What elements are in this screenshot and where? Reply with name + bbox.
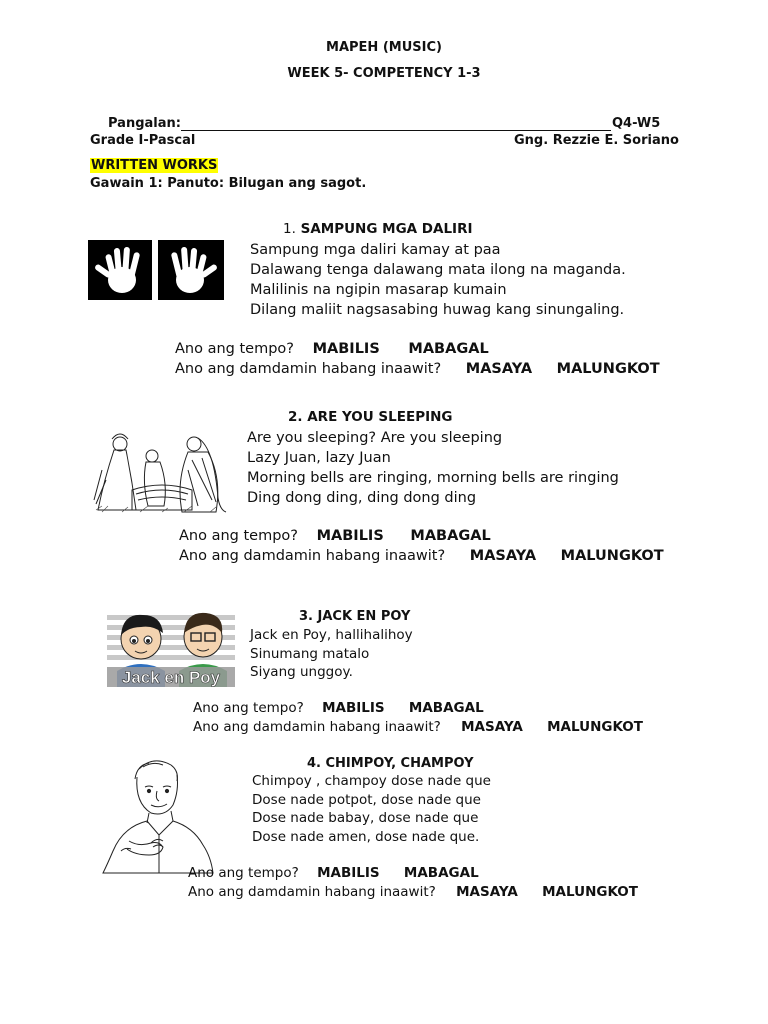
song-3-number: 3. bbox=[299, 609, 313, 624]
mood-option-masaya[interactable]: MASAYA bbox=[461, 719, 523, 735]
tempo-option-mabagal[interactable]: MABAGAL bbox=[410, 528, 491, 544]
quarter-week-code: Q4-W5 bbox=[612, 116, 661, 131]
lyric-line: Dalawang tenga dalawang mata ilong na maganda. bbox=[250, 262, 626, 278]
mood-question-text: Ano ang damdamin habang inaawit? bbox=[179, 548, 446, 564]
mood-option-malungkot[interactable]: MALUNGKOT bbox=[547, 719, 643, 735]
lyric-line: Dose nade amen, dose nade que. bbox=[252, 828, 480, 845]
teacher-name: Gng. Rezzie E. Soriano bbox=[514, 133, 679, 148]
tempo-option-mabilis[interactable]: MABILIS bbox=[317, 865, 380, 881]
song-4-tempo-question bbox=[188, 865, 479, 881]
song-1-mood-question bbox=[175, 361, 660, 377]
song-2-mood-question bbox=[179, 548, 664, 564]
song-4-mood-question bbox=[188, 884, 638, 900]
lyric-line: Are you sleeping? Are you sleeping bbox=[247, 430, 503, 446]
tempo-option-mabilis[interactable]: MABILIS bbox=[316, 528, 384, 544]
tempo-option-mabilis[interactable]: MABILIS bbox=[322, 700, 385, 716]
lyric-line: Dose nade babay, dose nade que bbox=[252, 810, 479, 826]
song-3-title-text: JACK EN POY bbox=[317, 609, 411, 624]
mood-option-malungkot[interactable]: MALUNGKOT bbox=[556, 361, 660, 377]
lyric-line: Ding dong ding, ding dong ding bbox=[247, 490, 477, 506]
tempo-option-mabagal[interactable]: MABAGAL bbox=[403, 865, 479, 881]
lyric-line: Malilinis na ngipin masarap kumain bbox=[250, 282, 507, 298]
tempo-question-text: Ano ang tempo? bbox=[188, 865, 299, 881]
lyric-line: Morning bells are ringing, morning bells are ringing bbox=[247, 470, 619, 486]
song-2-title-text: ARE YOU SLEEPING bbox=[307, 409, 453, 425]
song-4-number: 4. bbox=[307, 756, 321, 771]
lyric-line: Siyang unggoy. bbox=[250, 664, 353, 680]
jack-en-poy-image bbox=[107, 609, 235, 687]
singing-man-illustration bbox=[101, 757, 217, 875]
song-1-lyrics bbox=[250, 240, 626, 320]
song-2-tempo-question bbox=[179, 528, 491, 544]
tempo-option-mabagal[interactable]: MABAGAL bbox=[408, 341, 489, 357]
mood-question-text: Ano ang damdamin habang inaawit? bbox=[193, 719, 441, 735]
lyric-line: Lazy Juan, lazy Juan bbox=[247, 450, 391, 466]
song-4-lyrics bbox=[252, 772, 491, 846]
lyric-line: Dose nade potpot, dose nade que bbox=[252, 791, 481, 808]
song-4-title-text: CHIMPOY, CHAMPOY bbox=[325, 756, 474, 771]
lyric-line: Sinumang matalo bbox=[250, 645, 370, 662]
song-1-title bbox=[283, 221, 473, 237]
mood-question-text: Ano ang damdamin habang inaawit? bbox=[175, 361, 442, 377]
song-1-tempo-question bbox=[175, 341, 489, 357]
mood-option-malungkot[interactable]: MALUNGKOT bbox=[542, 884, 638, 900]
name-label: Pangalan: bbox=[108, 116, 181, 131]
song-3-title bbox=[299, 609, 410, 624]
song-1-number: 1. bbox=[283, 221, 296, 237]
tempo-question-text: Ano ang tempo? bbox=[179, 528, 298, 544]
tempo-option-mabagal[interactable]: MABAGAL bbox=[408, 700, 484, 716]
mood-option-masaya[interactable]: MASAYA bbox=[456, 884, 518, 900]
lyric-line: Dilang maliit nagsasabing huwag kang sinungaling. bbox=[250, 302, 625, 318]
song-1-title-text: SAMPUNG MGA DALIRI bbox=[300, 221, 473, 237]
song-3-mood-question bbox=[193, 719, 643, 735]
mood-question-text: Ano ang damdamin habang inaawit? bbox=[188, 884, 436, 900]
grade-section: Grade I-Pascal bbox=[90, 133, 196, 148]
lyric-line: Jack en Poy, hallihalihoy bbox=[250, 627, 413, 643]
mood-option-malungkot[interactable]: MALUNGKOT bbox=[560, 548, 664, 564]
tempo-question-text: Ano ang tempo? bbox=[175, 341, 294, 357]
hands-image bbox=[88, 240, 224, 300]
song-2-title bbox=[288, 409, 453, 425]
song-3-lyrics bbox=[250, 626, 413, 682]
page-subtitle: WEEK 5- COMPETENCY 1-3 bbox=[287, 66, 481, 81]
page-title: MAPEH (MUSIC) bbox=[326, 40, 442, 55]
song-3-tempo-question bbox=[193, 700, 484, 716]
sleeping-children-illustration bbox=[92, 430, 232, 516]
lyric-line: Chimpoy , champoy dose nade que bbox=[252, 773, 491, 789]
instruction-text: Gawain 1: Panuto: Bilugan ang sagot. bbox=[90, 176, 367, 191]
song-2-lyrics bbox=[247, 428, 619, 508]
song-4-title bbox=[307, 756, 474, 771]
section-label: WRITTEN WORKS bbox=[91, 158, 218, 173]
jack-en-poy-caption: Jack en Poy bbox=[121, 668, 221, 687]
tempo-question-text: Ano ang tempo? bbox=[193, 700, 304, 716]
tempo-option-mabilis[interactable]: MABILIS bbox=[312, 341, 380, 357]
lyric-line: Sampung mga daliri kamay at paa bbox=[250, 242, 501, 258]
mood-option-masaya[interactable]: MASAYA bbox=[465, 361, 533, 377]
mood-option-masaya[interactable]: MASAYA bbox=[469, 548, 537, 564]
name-blank-line bbox=[181, 130, 611, 131]
song-2-number: 2. bbox=[288, 409, 303, 425]
